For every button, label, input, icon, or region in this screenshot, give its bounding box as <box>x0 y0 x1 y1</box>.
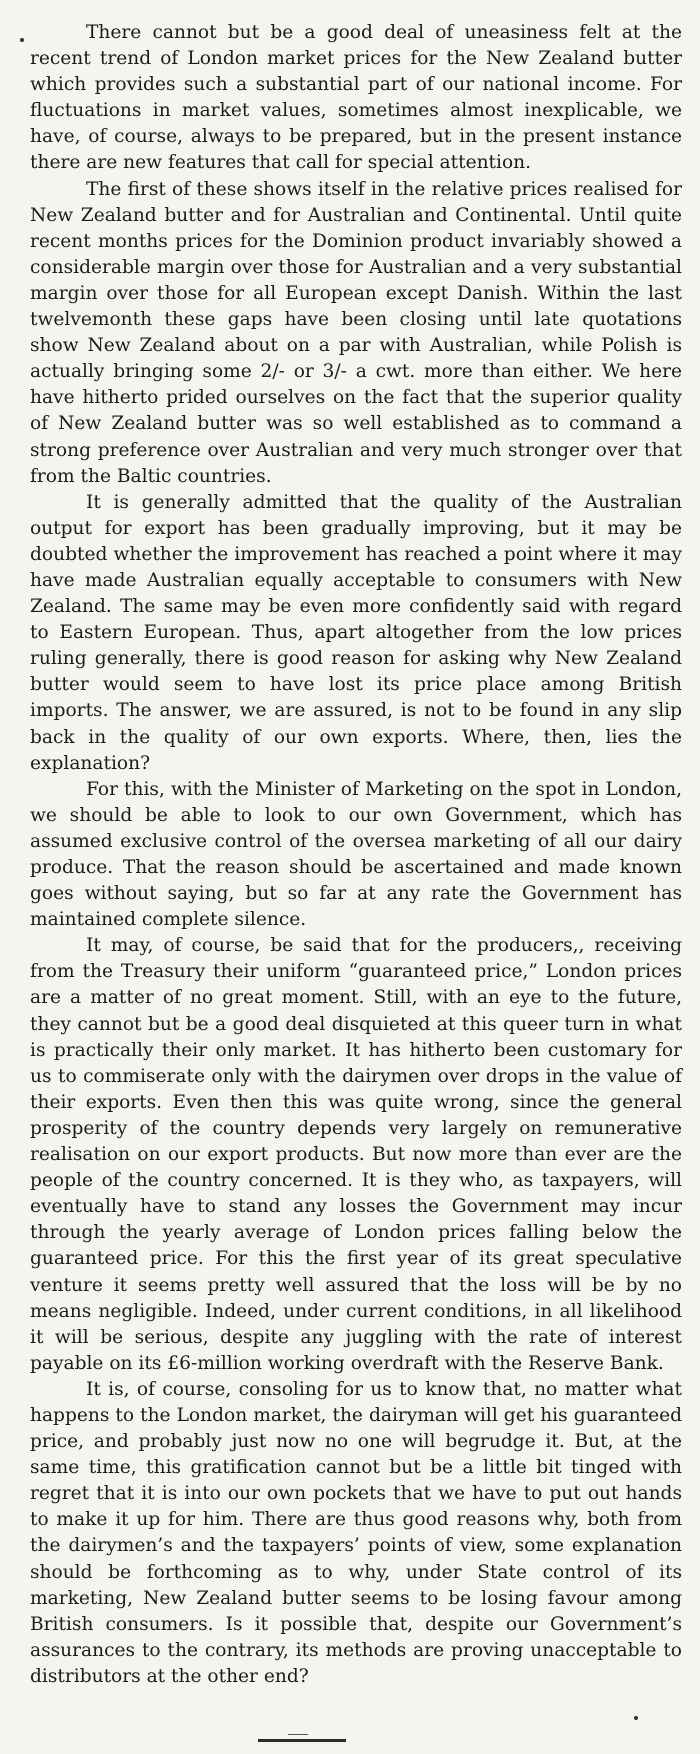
end-rule <box>258 1739 346 1742</box>
paragraph-4: For this, with the Minister of Marketing on the spot in London, we should be able to look to our own Government, which has assumed exclusive control of the oversea marketing of all our dairy produce. That the reason should be ascertained and made known goes without saying, but so far at any rate the Government has maintained complete silence. <box>30 778 682 931</box>
paragraph-5: It may, of course, be said that for the producers,, receiving from the Treasury their uniform “guaranteed price,” London prices are a matter of no great moment. Still, with an eye to the future, they cannot but be a good deal disquieted at this queer turn in what is practically their only market. It has hitherto been customary for us to commiserate only with the dairymen over drops in the value of their exports. Even then this was quite wrong, since the general prosperity of the country depends very largely on remunerative realisation on our export products. But now more than ever are the people of the country concerned. It is they who, as taxpayers, will eventually have to stand any losses the Government may incur through the yearly average of London prices falling below the guaranteed price. For this the first year of its great speculative venture it seems pretty well assured that the loss will be by no means negligible. Indeed, under current conditions, in all likelihood it will be serious, despite any juggling with the rate of interest payable on its £6-million working overdraft with the Reserve Bank. <box>30 935 682 1374</box>
paragraph-6: It is, of course, consoling for us to know that, no matter what happens to the London market, the dairyman will get his guaranteed price, and probably just now no one will begrudge it. But, at the same time, this gratification cannot but be a little bit tinged with regret that it is into our own pockets that we have to put out hands to make it up for him. There are thus good reasons why, both from the dairymen’s and the taxpayers’ points of view, some explanation should be forthcoming as to why, under State control of its marketing, New Zealand butter seems to be losing favour among British consumers. Is it possible that, despite our Government’s assurances to the contrary, its methods are proving unacceptable to distributors at the other end? <box>30 1378 682 1687</box>
paragraph-1: There cannot but be a good deal of uneasiness felt at the recent trend of London market prices for the New Zealand butter which provides such a substantial part of our national income. For fluctuations in market values, sometimes almost inexplicable, we have, of course, always to be prepared, but in the present instance there are new features that call for special attention. <box>30 22 682 174</box>
paragraph-2: The first of these shows itself in the relative prices realised for New Zealand butter and for Australian and Continental. Until quite recent months prices for the Dominion product invariably showed a considerable margin over those for Australian and a very substantial margin over those for all European except Danish. Within the last twelvemonth these gaps have been closing until late quotations show New Zealand about on a par with Australian, while Polish is actually bringing some 2/- or 3/- a cwt. more than either. We here have hitherto prided ourselves on the fact that the superior quality of New Zealand butter was so well established as to command a strong preference over Australian and very much stronger over that from the Baltic countries. <box>30 178 682 487</box>
paragraph-3: It is generally admitted that the quality of the Australian output for export has been gradually improving, but it may be doubted whether the improvement has reached a point where it may have made Australian equally acceptable to consumers with New Zealand. The same may be even more confidently said with regard to Eastern European. Thus, apart altogether from the low prices ruling generally, there is good reason for asking why New Zealand butter would seem to have lost its price place among British imports. The answer, we are assured, is not to be found in any slip back in the quality of our own exports. Where, then, lies the explanation? <box>30 491 682 774</box>
end-rule-ornament <box>288 1734 308 1735</box>
editorial-article <box>30 20 682 1690</box>
margin-speck-left <box>20 38 24 42</box>
margin-speck-right <box>634 1716 638 1720</box>
